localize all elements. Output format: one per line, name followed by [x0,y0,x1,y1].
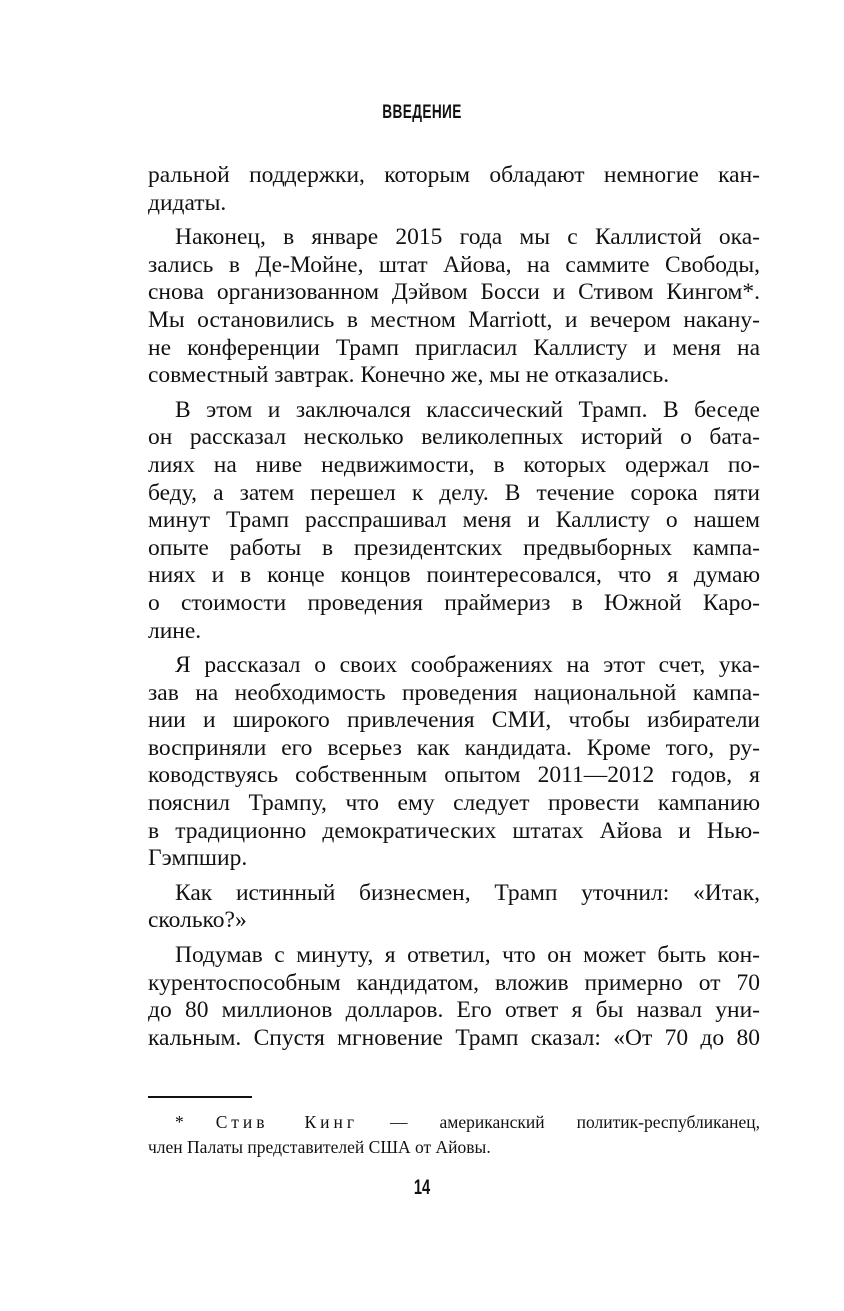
footnote-line [148,1110,760,1135]
text-line: Я рассказал о своих соображениях на этот счет, ука- [175,652,760,679]
text-line: ководствуясь собственным опытом 2011—2012 годов, я [148,762,760,789]
text-line: Как истинный бизнесмен, Трамп уточнил: «Итак, [175,879,760,906]
text-line: лиях на ниве недвижимости, в которых одержал по- [148,451,760,478]
text-line: нии и широкого привлечения СМИ, чтобы избиратели [148,707,760,734]
footnote [148,1110,760,1160]
text-line: кальным. Спустя мгновение Трамп сказал: «От 70 до 80 [148,1024,760,1051]
paragraph [148,397,760,645]
text-line: о стоимости проведения праймериз в Южной Каро- [148,589,760,616]
text-line: совместный завтрак. Конечно же, мы не отказались. [148,362,670,389]
text-line: Подумав с минуту, я ответил, что он может быть кон- [175,942,760,969]
paragraph [148,162,760,217]
text-line: Мы остановились в местном Marriott, и вечером накану- [148,306,760,333]
footnote-text: — американский политик-республиканец, [390,1112,761,1132]
text-line: зав на необходимость проведения национальной кампа- [148,679,760,706]
text-line: ниях и в конце концов поинтересовался, что я думаю [148,562,760,589]
text-line: лине. [148,617,202,644]
paragraph [148,942,760,1052]
paragraph [148,880,760,935]
page-number: 14 [413,1176,431,1199]
text-line: В этом и заключался классический Трамп. В беседе [175,396,760,423]
text-line: он рассказал несколько великолепных историй о бата- [148,424,760,451]
footnote-separator [148,1096,252,1098]
text-line: дидаты. [148,189,227,216]
running-header: ВВЕДЕНИЕ [382,102,462,123]
text-line: восприняли его всерьез как кандидата. Кроме того, ру- [148,734,760,761]
footnote-marker: * [175,1112,184,1132]
text-line: минут Трамп расспрашивал меня и Каллисту о нашем [148,507,760,534]
text-line: Наконец, в январе 2015 года мы с Каллистой ока- [175,224,760,251]
text-line: не конференции Трамп пригласил Каллисту и меня на [148,334,760,361]
text-line: ральной поддержки, которым обладают немногие кан- [148,162,760,188]
text-line: пояснил Трампу, что ему следует провести кампанию [148,790,760,817]
text-line: беду, а затем перешел к делу. В течение сорока пяти [148,479,760,506]
paragraph [148,224,760,390]
text-line: курентоспособным кандидатом, вложив примерно от 70 [148,969,760,996]
text-line: до 80 миллионов долларов. Его ответ я бы назвал уни- [148,997,760,1024]
body-text [148,162,760,1059]
text-line: Гэмпшир. [148,845,248,872]
text-line: зались в Де-Мойне, штат Айова, на саммите Свободы, [148,251,760,278]
text-line: опыте работы в президентских предвыборных кампа- [148,534,760,561]
text-line: в традиционно демократических штатах Айова и Нью- [148,817,760,844]
text-line: сколько?» [148,907,247,934]
footnote-name: Стив Кинг [215,1112,359,1132]
footnote-line: член Палаты представителей США от Айовы. [148,1137,491,1157]
text-line: снова организованном Дэйвом Босси и Стивом Кингом*. [148,279,760,306]
paragraph [148,652,760,873]
